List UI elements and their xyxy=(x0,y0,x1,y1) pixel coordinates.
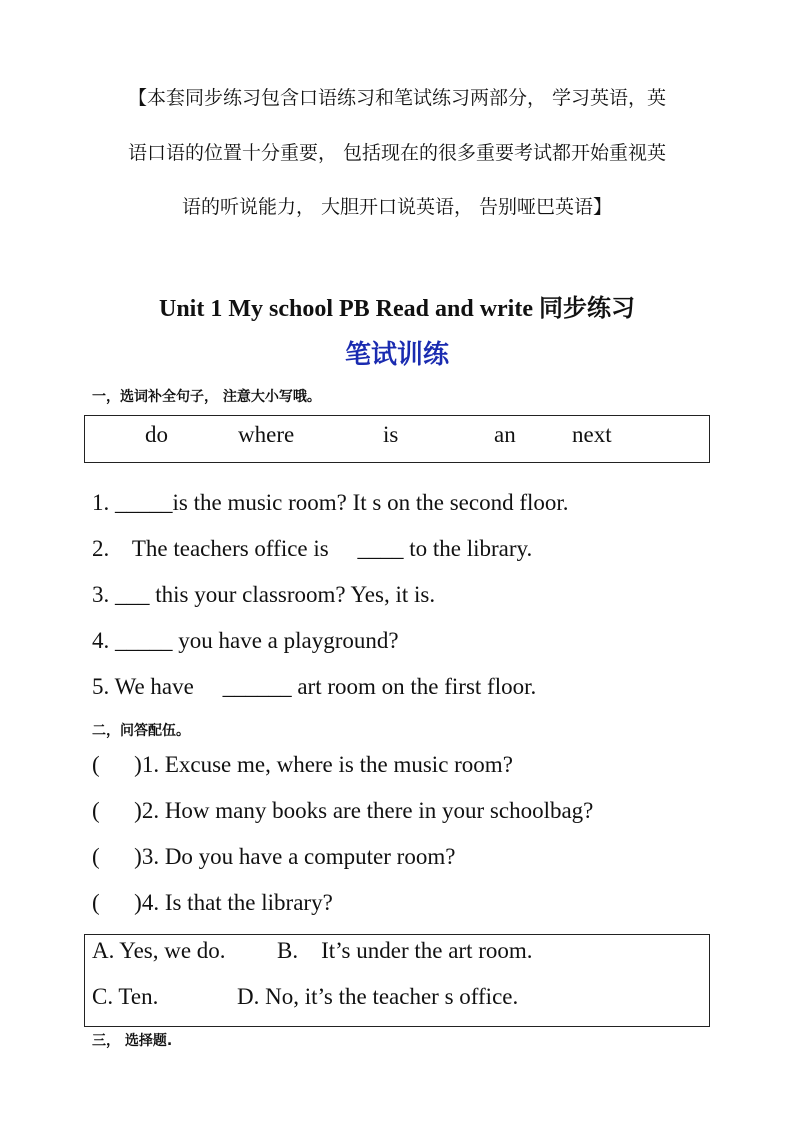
match-item-4: ( )4. Is that the library? xyxy=(92,890,333,915)
fill-in-item-4: 4. _____ you have a playground? xyxy=(92,628,399,653)
fill-in-item-1: 1. _____is the music room? It s on the second floor. xyxy=(92,490,569,515)
answer-option-a: A. Yes, we do. xyxy=(92,938,226,963)
word-bank-word: is xyxy=(383,422,399,447)
fill-in-item-3: 3. ___ this your classroom? Yes, it is. xyxy=(92,582,436,607)
page-subtitle: 笔试训练 xyxy=(344,340,449,370)
match-item-3: ( )3. Do you have a computer room? xyxy=(92,844,456,869)
word-bank-word: do xyxy=(145,422,168,447)
intro-line-1: 【本套同步练习包含口语练习和笔试练习两部分， 学习英语，英 xyxy=(127,87,667,109)
match-item-2: ( )2. How many books are there in your schoolbag? xyxy=(92,798,594,823)
word-bank-word: next xyxy=(572,422,612,447)
section-1-heading: 一，选词补全句子， 注意大小写哦。 xyxy=(92,389,321,405)
word-bank-word: an xyxy=(494,422,516,447)
section-3-heading: 三， 选择题. xyxy=(92,1033,173,1049)
fill-in-item-5: 5. We have ______ art room on the first floor. xyxy=(92,674,537,699)
word-bank-box xyxy=(84,415,710,463)
answer-option-b: B. It’s under the art room. xyxy=(277,938,533,963)
section-2-heading: 二，问答配伍。 xyxy=(92,723,190,739)
answer-option-c: C. Ten. xyxy=(92,984,159,1009)
match-item-1: ( )1. Excuse me, where is the music room? xyxy=(92,752,513,777)
answer-option-d: D. No, it’s the teacher s office. xyxy=(237,984,519,1009)
page-title: Unit 1 My school PB Read and write 同步练习 xyxy=(159,296,635,322)
answer-options-box xyxy=(84,934,710,1027)
word-bank-word: where xyxy=(238,422,295,447)
intro-line-3: 语的听说能力， 大胆开口说英语， 告别哑巴英语】 xyxy=(181,196,613,218)
intro-line-2: 语口语的位置十分重要， 包括现在的很多重要考试都开始重视英 xyxy=(127,142,667,164)
fill-in-item-2: 2. The teachers office is ____ to the library. xyxy=(92,536,533,561)
